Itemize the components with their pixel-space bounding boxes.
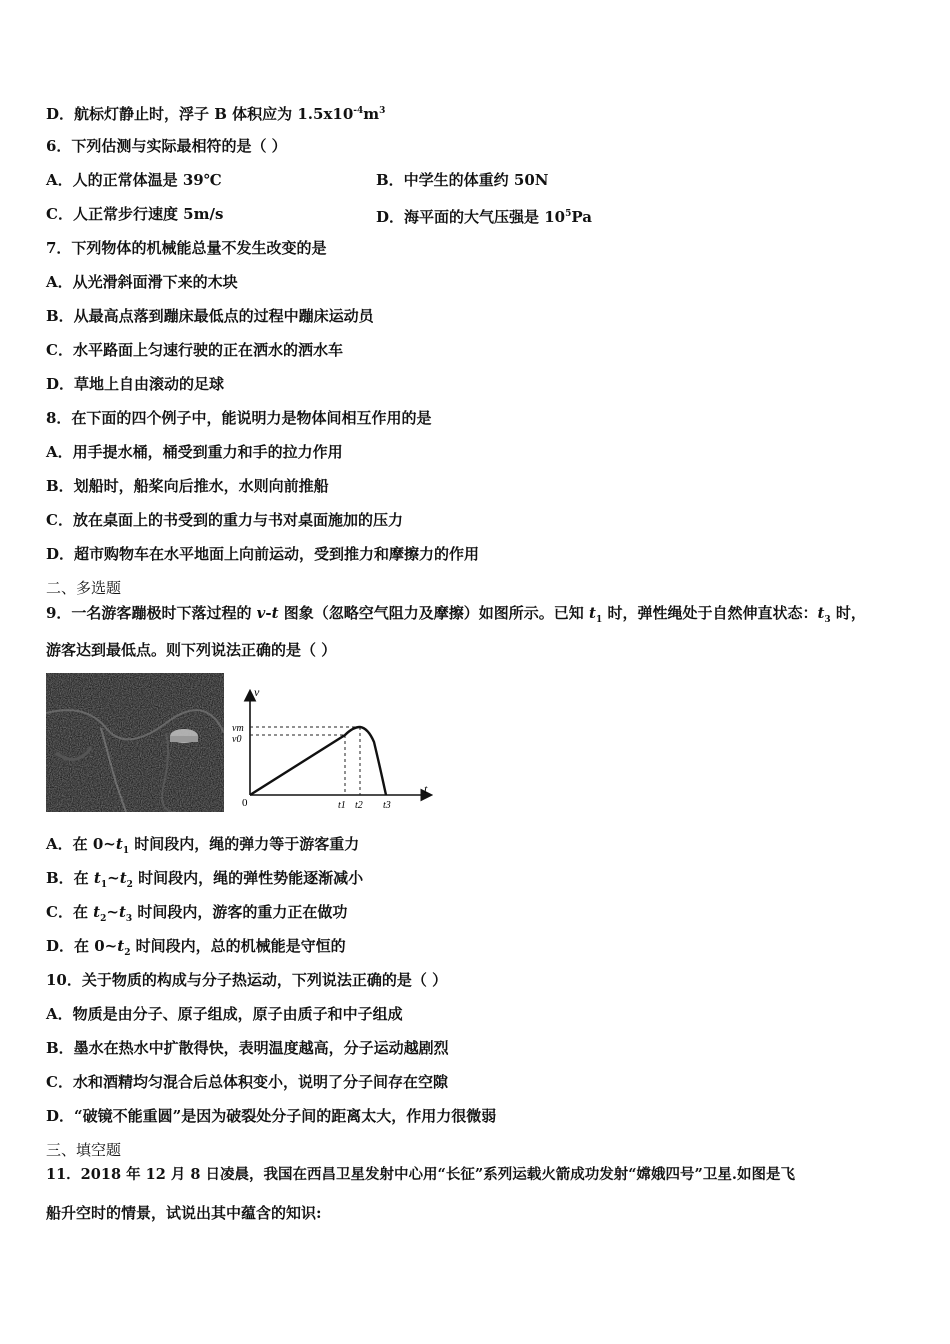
velocity-curve <box>250 727 386 795</box>
t2-label: t2 <box>355 800 363 811</box>
v0-label: v0 <box>232 734 242 745</box>
x-axis-label: t <box>424 782 428 796</box>
t1-label: t1 <box>338 800 346 811</box>
q9-stem-line2: 游客达到最低点。则下列说法正确的是（ ） <box>46 641 337 659</box>
q7-stem: 7．下列物体的机械能总量不发生改变的是 <box>46 239 327 257</box>
q6-option-a: A．人的正常体温是 39℃ <box>46 171 222 189</box>
q7-option-c: C．水平路面上匀速行驶的正在洒水的洒水车 <box>46 341 343 359</box>
q8-option-b: B．划船时，船桨向后推水，水则向前推船 <box>46 477 329 495</box>
q7-option-a: A．从光滑斜面滑下来的木块 <box>46 273 238 291</box>
q11-stem-line1: 11．2018 年 12 月 8 日凌晨，我国在西昌卫星发射中心用“长征”系列运载火箭成功发射“嫦娥四号”卫星.如图是飞 <box>46 1166 795 1183</box>
q8-option-a: A．用手提水桶，桶受到重力和手的拉力作用 <box>46 443 343 461</box>
q10-option-b: B．墨水在热水中扩散得快，表明温度越高，分子运动越剧烈 <box>46 1039 449 1057</box>
q10-option-d: D．“破镜不能重圆”是因为破裂处分子间的距离太大，作用力很微弱 <box>46 1107 497 1125</box>
vm-label: vm <box>232 723 244 734</box>
origin-label: 0 <box>242 797 248 809</box>
q5-option-d: D．航标灯静止时，浮子 B 体积应为 $1.5x10^{-4}m^3$ <box>46 105 386 123</box>
q8-option-d: D．超市购物车在水平地面上向前运动，受到推力和摩擦力的作用 <box>46 545 480 563</box>
section-fill-blank-heading: 三、填空题 <box>46 1141 122 1159</box>
q6-stem: 6．下列估测与实际最相符的是（ ） <box>46 137 287 155</box>
q6-option-c: C．人正常步行速度 5m/s <box>46 205 224 223</box>
q11-stem-line2: 船升空时的情景，试说出其中蕴含的知识: <box>46 1204 322 1222</box>
q10-option-a: A．物质是由分子、原子组成，原子由质子和中子组成 <box>46 1005 403 1023</box>
q6-option-d: D．海平面的大气压强是 $10^5Pa$ <box>376 208 592 226</box>
q10-stem: 10．关于物质的构成与分子热运动，下列说法正确的是（ ） <box>46 971 448 989</box>
q9-option-a: A．在 $0\sim t_1$ 时间段内，绳的弹力等于游客重力 <box>46 835 360 856</box>
q9-option-b: B．在 $t_1\sim t_2$ 时间段内，绳的弹性势能逐渐减小 <box>46 869 364 890</box>
bungee-photo <box>46 673 224 812</box>
y-axis-label: v <box>254 685 260 699</box>
q9-stem-line1: 9．一名游客蹦极时下落过程的 v-t 图象（忽略空气阻力及摩擦）如图所示。已知 $t_1$ 时，弹性绳处于自然伸直状态：$t_3$ 时， <box>46 604 866 625</box>
t3-label: t3 <box>383 800 391 811</box>
section-multiple-choice-heading: 二、多选题 <box>46 579 122 597</box>
q9-option-c: C．在 $t_2\sim t_3$ 时间段内，游客的重力正在做功 <box>46 903 348 924</box>
velocity-time-graph <box>228 672 438 814</box>
q8-stem: 8．在下面的四个例子中，能说明力是物体间相互作用的是 <box>46 409 432 427</box>
q10-option-c: C．水和酒精均匀混合后总体积变小，说明了分子间存在空隙 <box>46 1073 448 1091</box>
q7-option-b: B．从最高点落到蹦床最低点的过程中蹦床运动员 <box>46 307 374 325</box>
q6-option-b: B．中学生的体重约 50N <box>376 171 549 189</box>
q7-option-d: D．草地上自由滚动的足球 <box>46 375 225 393</box>
q8-option-c: C．放在桌面上的书受到的重力与书对桌面施加的压力 <box>46 511 403 529</box>
q9-option-d: D．在 $0\sim t_2$ 时间段内，总的机械能是守恒的 <box>46 937 346 958</box>
